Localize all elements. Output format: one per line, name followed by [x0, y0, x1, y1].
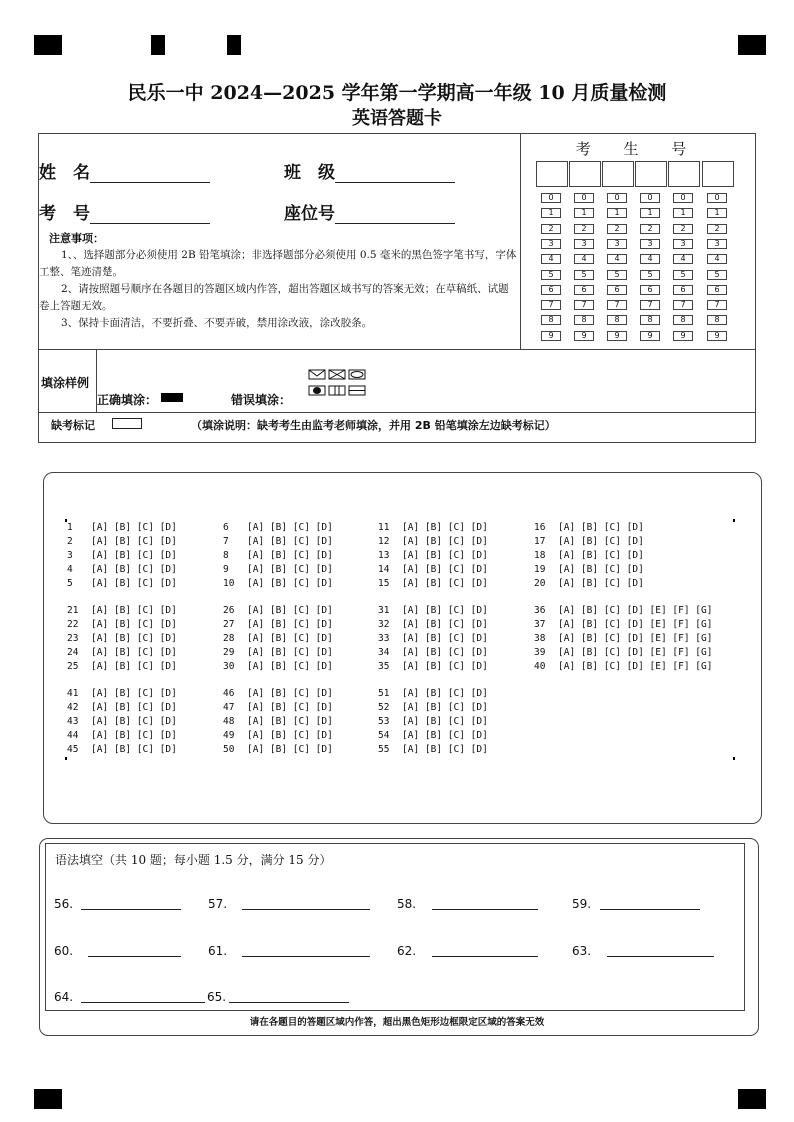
answer-line-65[interactable]: [229, 1002, 349, 1003]
digit-bubble[interactable]: 3: [673, 239, 693, 249]
digit-bubble[interactable]: 7: [673, 300, 693, 310]
digit-bubble[interactable]: 3: [707, 239, 727, 249]
digit-bubble[interactable]: 9: [541, 331, 561, 341]
correct-fill-sample: [161, 393, 183, 402]
mc-question-row[interactable]: [534, 577, 644, 591]
answer-options[interactable]: [A] [B] [C] [D]: [402, 744, 488, 756]
question-number: 18: [534, 550, 546, 562]
digit-bubble[interactable]: 4: [541, 254, 561, 264]
question-number: 44: [67, 730, 79, 742]
mc-question-row[interactable]: [378, 618, 488, 632]
question-number: 38: [534, 633, 546, 645]
mc-question-row[interactable]: [378, 687, 488, 701]
grammar-question-number: 62.: [397, 944, 417, 958]
digit-bubble[interactable]: 7: [640, 300, 660, 310]
answer-options[interactable]: [A] [B] [C] [D]: [91, 578, 177, 590]
answer-options[interactable]: [A] [B] [C] [D]: [402, 661, 488, 673]
digit-bubble[interactable]: 7: [607, 300, 627, 310]
wrong-fill-label: 错误填涂：: [231, 393, 292, 407]
answer-options[interactable]: [A] [B] [C] [D]: [247, 647, 333, 659]
question-number: 31: [378, 605, 390, 616]
mc-question-row[interactable]: [223, 715, 333, 729]
question-number: 28: [223, 633, 235, 645]
question-number: 20: [534, 578, 546, 590]
question-number: 1: [67, 522, 73, 533]
answer-options[interactable]: [A] [B] [C] [D]: [402, 716, 488, 728]
alignment-tick: [733, 519, 735, 522]
answer-options[interactable]: [A] [B] [C] [D]: [558, 564, 644, 576]
student-info-box: [38, 133, 756, 443]
divider: [520, 134, 521, 349]
question-number: 15: [378, 578, 390, 590]
answer-options[interactable]: [A] [B] [C] [D]: [402, 702, 488, 714]
answer-options[interactable]: [A] [B] [C] [D]: [247, 744, 333, 756]
digit-bubble[interactable]: 0: [640, 193, 660, 203]
exam-number-title: 考 生 号: [575, 140, 701, 158]
answer-options[interactable]: [A] [B] [C] [D]: [402, 633, 488, 645]
answer-options[interactable]: [A] [B] [C] [D]: [247, 564, 333, 576]
answer-options[interactable]: [A] [B] [C] [D]: [402, 550, 488, 562]
digit-bubble[interactable]: 4: [574, 254, 594, 264]
absent-note: （填涂说明：缺考考生由监考老师填涂，并用 2B 铅笔填涂左边缺考标记）: [191, 419, 556, 432]
mc-question-row[interactable]: [534, 604, 712, 618]
mc-question-row[interactable]: [67, 618, 177, 632]
answer-options[interactable]: [A] [B] [C] [D]: [247, 578, 333, 590]
mc-question-row[interactable]: [378, 521, 488, 535]
answer-options[interactable]: [A] [B] [C] [D]: [402, 564, 488, 576]
digit-bubble[interactable]: 8: [640, 315, 660, 325]
answer-options[interactable]: [A] [B] [C] [D]: [558, 522, 644, 533]
answer-options[interactable]: [A] [B] [C] [D] [E] [F] [G]: [558, 661, 713, 673]
grammar-question-number: 58.: [397, 897, 417, 911]
digit-bubble[interactable]: 9: [607, 331, 627, 341]
question-number: 49: [223, 730, 235, 742]
answer-line-61[interactable]: [242, 956, 370, 957]
class-input-line[interactable]: [335, 164, 455, 183]
grammar-question-number: 61.: [208, 944, 228, 958]
mc-question-row[interactable]: [534, 563, 644, 577]
mc-question-row[interactable]: [223, 687, 333, 701]
question-number: 21: [67, 605, 79, 616]
mc-question-row[interactable]: [378, 743, 488, 757]
registration-mark: [34, 35, 62, 55]
mc-question-row[interactable]: [67, 563, 177, 577]
digit-bubble[interactable]: 2: [607, 224, 627, 234]
mc-question-row[interactable]: [223, 618, 333, 632]
exam-no-label: 考 号: [39, 204, 90, 224]
note-item: 3、保持卡面清洁，不要折叠、不要弄破，禁用涂改液，涂改胶条。: [61, 317, 373, 329]
digit-bubble[interactable]: 9: [640, 331, 660, 341]
mc-question-row[interactable]: [67, 521, 177, 535]
class-label: 班 级: [284, 163, 335, 183]
answer-options[interactable]: [A] [B] [C] [D]: [402, 522, 488, 533]
mc-question-row[interactable]: [378, 632, 488, 646]
question-number: 45: [67, 744, 79, 756]
question-number: 29: [223, 647, 235, 659]
seat-input-line[interactable]: [335, 205, 455, 224]
exam-number-digit-box[interactable]: [702, 161, 734, 187]
exam-number-digit-box[interactable]: [569, 161, 601, 187]
answer-options[interactable]: [A] [B] [C] [D]: [91, 564, 177, 576]
question-number: 19: [534, 564, 546, 576]
question-number: 30: [223, 661, 235, 673]
question-number: 17: [534, 536, 546, 548]
fill-sample-label: 填涂样例: [41, 376, 90, 390]
mc-question-row[interactable]: [534, 646, 712, 660]
mc-question-row[interactable]: [223, 729, 333, 743]
answer-options[interactable]: [A] [B] [C] [D]: [91, 730, 177, 742]
digit-bubble[interactable]: 6: [541, 285, 561, 295]
question-number: 53: [378, 716, 390, 728]
answer-options[interactable]: [A] [B] [C] [D]: [247, 633, 333, 645]
grammar-title: 语法填空（共 10 题；每小题 1.5 分，满分 15 分）: [55, 853, 332, 867]
answer-line-57[interactable]: [242, 909, 370, 910]
mc-question-row[interactable]: [223, 549, 333, 563]
question-number: 48: [223, 716, 235, 728]
answer-options[interactable]: [A] [B] [C] [D]: [247, 716, 333, 728]
mc-question-row[interactable]: [67, 715, 177, 729]
digit-bubble[interactable]: 7: [574, 300, 594, 310]
alignment-tick: [65, 757, 67, 760]
question-number: 22: [67, 619, 79, 631]
question-number: 43: [67, 716, 79, 728]
digit-bubble[interactable]: 3: [607, 239, 627, 249]
question-number: 2: [67, 536, 73, 548]
mc-question-row[interactable]: [534, 549, 644, 563]
answer-options[interactable]: [A] [B] [C] [D]: [91, 550, 177, 562]
question-number: 26: [223, 605, 235, 616]
question-number: 11: [378, 522, 390, 533]
mc-question-row[interactable]: [67, 660, 177, 674]
answer-options[interactable]: [A] [B] [C] [D] [E] [F] [G]: [558, 619, 713, 631]
digit-bubble[interactable]: 4: [607, 254, 627, 264]
grammar-question-number: 57.: [208, 897, 228, 911]
digit-bubble[interactable]: 4: [640, 254, 660, 264]
question-number: 34: [378, 647, 390, 659]
wrong-fill-samples-icon: [307, 368, 369, 398]
answer-options[interactable]: [A] [B] [C] [D]: [91, 647, 177, 659]
mc-question-row[interactable]: [223, 632, 333, 646]
question-number: 41: [67, 688, 79, 699]
answer-options[interactable]: [A] [B] [C] [D]: [247, 605, 333, 616]
answer-line-59[interactable]: [600, 909, 700, 910]
question-number: 42: [67, 702, 79, 714]
answer-options[interactable]: [A] [B] [C] [D]: [247, 730, 333, 742]
mc-question-row[interactable]: [534, 521, 644, 535]
question-number: 52: [378, 702, 390, 714]
digit-bubble[interactable]: 0: [541, 193, 561, 203]
mc-question-row[interactable]: [67, 743, 177, 757]
digit-bubble[interactable]: 0: [574, 193, 594, 203]
footer-note: 请在各题目的答题区域内作答，超出黑色矩形边框限定区域的答案无效: [249, 1017, 545, 1028]
answer-options[interactable]: [A] [B] [C] [D]: [558, 550, 644, 562]
answer-options[interactable]: [A] [B] [C] [D]: [558, 536, 644, 548]
answer-line-63[interactable]: [607, 956, 714, 957]
answer-options[interactable]: [A] [B] [C] [D]: [91, 522, 177, 533]
grammar-question-number: 59.: [572, 897, 592, 911]
correct-fill-label: 正确填涂：: [97, 393, 158, 407]
digit-bubble[interactable]: 1: [574, 208, 594, 218]
mc-question-row[interactable]: [378, 535, 488, 549]
exam-number-digit-box[interactable]: [668, 161, 700, 187]
answer-options[interactable]: [A] [B] [C] [D]: [91, 661, 177, 673]
answer-line-62[interactable]: [432, 956, 538, 957]
registration-mark: [34, 1089, 62, 1109]
digit-bubble[interactable]: 3: [640, 239, 660, 249]
question-number: 54: [378, 730, 390, 742]
question-number: 16: [534, 522, 546, 533]
mc-question-row[interactable]: [534, 618, 712, 632]
digit-bubble[interactable]: 2: [640, 224, 660, 234]
absent-label: 缺考标记: [51, 419, 95, 432]
mc-question-row[interactable]: [67, 646, 177, 660]
question-number: 24: [67, 647, 79, 659]
digit-bubble[interactable]: 6: [673, 285, 693, 295]
question-number: 12: [378, 536, 390, 548]
question-number: 5: [67, 578, 73, 590]
question-number: 13: [378, 550, 390, 562]
answer-options[interactable]: [A] [B] [C] [D]: [402, 536, 488, 548]
class-field[interactable]: [284, 158, 455, 183]
divider: [39, 349, 755, 350]
digit-bubble[interactable]: 6: [707, 285, 727, 295]
question-number: 4: [67, 564, 73, 576]
answer-options[interactable]: [A] [B] [C] [D]: [402, 619, 488, 631]
question-number: 55: [378, 744, 390, 756]
alignment-tick: [733, 757, 735, 760]
answer-options[interactable]: [A] [B] [C] [D]: [402, 688, 488, 699]
answer-options[interactable]: [A] [B] [C] [D] [E] [F] [G]: [558, 633, 713, 645]
answer-options[interactable]: [A] [B] [C] [D]: [91, 702, 177, 714]
mc-question-row[interactable]: [223, 646, 333, 660]
mc-question-row[interactable]: [67, 604, 177, 618]
mc-question-row[interactable]: [378, 660, 488, 674]
answer-options[interactable]: [A] [B] [C] [D]: [91, 744, 177, 756]
digit-bubble[interactable]: 0: [607, 193, 627, 203]
mc-question-row[interactable]: [378, 604, 488, 618]
digit-bubble[interactable]: 0: [673, 193, 693, 203]
digit-bubble[interactable]: 3: [541, 239, 561, 249]
note-item: 2、请按照题号顺序在各题目的答题区域内作答，超出答题区域书写的答案无效；在草稿纸、试题卷上答题无效。: [39, 283, 509, 312]
digit-bubble[interactable]: 6: [640, 285, 660, 295]
question-number: 47: [223, 702, 235, 714]
mc-question-row[interactable]: [378, 715, 488, 729]
digit-bubble[interactable]: 9: [673, 331, 693, 341]
exam-number-digit-box[interactable]: [602, 161, 634, 187]
question-number: 32: [378, 619, 390, 631]
question-number: 10: [223, 578, 235, 590]
question-number: 23: [67, 633, 79, 645]
digit-bubble[interactable]: 5: [541, 270, 561, 280]
question-number: 7: [223, 536, 229, 548]
answer-line-56[interactable]: [81, 909, 181, 910]
grammar-question-number: 65.: [207, 990, 227, 1004]
name-label: 姓 名: [39, 163, 90, 183]
answer-options[interactable]: [A] [B] [C] [D]: [402, 578, 488, 590]
mc-question-row[interactable]: [67, 729, 177, 743]
mc-question-row[interactable]: [378, 701, 488, 715]
question-number: 25: [67, 661, 79, 673]
answer-options[interactable]: [A] [B] [C] [D]: [247, 619, 333, 631]
answer-options[interactable]: [A] [B] [C] [D]: [402, 605, 488, 616]
answer-line-58[interactable]: [432, 909, 538, 910]
digit-bubble[interactable]: 5: [640, 270, 660, 280]
mc-question-row[interactable]: [67, 632, 177, 646]
digit-bubble[interactable]: 1: [673, 208, 693, 218]
digit-bubble[interactable]: 9: [707, 331, 727, 341]
answer-options[interactable]: [A] [B] [C] [D]: [91, 716, 177, 728]
digit-bubble[interactable]: 1: [707, 208, 727, 218]
notes-title: 注意事项：: [49, 232, 104, 245]
exam-no-input-line[interactable]: [90, 205, 210, 224]
notes-section: [39, 230, 517, 332]
mc-question-row[interactable]: [534, 660, 712, 674]
answer-options[interactable]: [A] [B] [C] [D]: [91, 619, 177, 631]
mc-question-row[interactable]: [67, 535, 177, 549]
question-number: 3: [67, 550, 73, 562]
digit-bubble[interactable]: 8: [707, 315, 727, 325]
digit-bubble[interactable]: 2: [541, 224, 561, 234]
digit-bubble[interactable]: 7: [541, 300, 561, 310]
digit-bubble[interactable]: 0: [707, 193, 727, 203]
answer-options[interactable]: [A] [B] [C] [D]: [247, 522, 333, 533]
answer-options[interactable]: [A] [B] [C] [D] [E] [F] [G]: [558, 605, 713, 616]
answer-options[interactable]: [A] [B] [C] [D]: [247, 688, 333, 699]
question-number: 8: [223, 550, 229, 562]
digit-bubble[interactable]: 1: [541, 208, 561, 218]
answer-options[interactable]: [A] [B] [C] [D]: [558, 578, 644, 590]
grammar-question-number: 63.: [572, 944, 592, 958]
question-number: 40: [534, 661, 546, 673]
exam-number-digit-box[interactable]: [635, 161, 667, 187]
mc-question-row[interactable]: [378, 549, 488, 563]
grammar-question-number: 60.: [54, 944, 74, 958]
answer-line-64[interactable]: [81, 1002, 205, 1003]
mc-question-row[interactable]: [378, 563, 488, 577]
answer-options[interactable]: [A] [B] [C] [D]: [91, 633, 177, 645]
answer-options[interactable]: [A] [B] [C] [D]: [91, 688, 177, 699]
page-title: 民乐一中 2024—2025 学年第一学期高一年级 10 月质量检测: [127, 82, 667, 104]
answer-line-60[interactable]: [88, 956, 181, 957]
question-number: 6: [223, 522, 229, 533]
mc-question-row[interactable]: [67, 687, 177, 701]
digit-bubble[interactable]: 5: [707, 270, 727, 280]
digit-bubble[interactable]: 2: [574, 224, 594, 234]
digit-bubble[interactable]: 8: [607, 315, 627, 325]
digit-bubble[interactable]: 2: [673, 224, 693, 234]
digit-bubble[interactable]: 7: [707, 300, 727, 310]
mc-question-row[interactable]: [223, 535, 333, 549]
question-number: 39: [534, 647, 546, 659]
seat-field[interactable]: [284, 199, 455, 224]
digit-bubble[interactable]: 4: [673, 254, 693, 264]
registration-mark: [151, 35, 165, 55]
mc-question-row[interactable]: [378, 646, 488, 660]
digit-bubble[interactable]: 5: [607, 270, 627, 280]
grammar-inner-box: [45, 843, 745, 1011]
digit-bubble[interactable]: 5: [574, 270, 594, 280]
question-number: 51: [378, 688, 390, 699]
mc-question-row[interactable]: [223, 701, 333, 715]
grammar-question-number: 64.: [54, 990, 74, 1004]
answer-options[interactable]: [A] [B] [C] [D]: [247, 536, 333, 548]
digit-bubble[interactable]: 4: [707, 254, 727, 264]
mc-question-row[interactable]: [67, 701, 177, 715]
page-subtitle: 英语答题卡: [352, 108, 442, 129]
answer-options[interactable]: [A] [B] [C] [D]: [402, 647, 488, 659]
mc-question-row[interactable]: [378, 729, 488, 743]
answer-options[interactable]: [A] [B] [C] [D]: [247, 661, 333, 673]
question-number: 35: [378, 661, 390, 673]
answer-options[interactable]: [A] [B] [C] [D]: [91, 605, 177, 616]
mc-question-row[interactable]: [67, 549, 177, 563]
mc-question-row[interactable]: [223, 577, 333, 591]
digit-bubble[interactable]: 1: [607, 208, 627, 218]
divider: [39, 412, 755, 413]
mc-question-row[interactable]: [223, 743, 333, 757]
registration-mark: [738, 1089, 766, 1109]
mc-question-row[interactable]: [67, 577, 177, 591]
digit-bubble[interactable]: 6: [574, 285, 594, 295]
answer-options[interactable]: [A] [B] [C] [D]: [247, 702, 333, 714]
digit-bubble[interactable]: 2: [707, 224, 727, 234]
note-item: 1、、选择题部分必须使用 2B 铅笔填涂；非选择题部分必须使用 0.5 毫米的黑色签字笔书写，字体工整、笔迹清楚。: [39, 249, 517, 278]
answer-options[interactable]: [A] [B] [C] [D] [E] [F] [G]: [558, 647, 713, 659]
question-number: 33: [378, 633, 390, 645]
mc-question-row[interactable]: [223, 521, 333, 535]
digit-bubble[interactable]: 8: [574, 315, 594, 325]
answer-options[interactable]: [A] [B] [C] [D]: [402, 730, 488, 742]
name-field[interactable]: [39, 158, 210, 183]
question-number: 36: [534, 605, 546, 616]
question-number: 27: [223, 619, 235, 631]
mc-question-row[interactable]: [534, 632, 712, 646]
seat-label: 座位号: [284, 204, 335, 224]
digit-bubble[interactable]: 1: [640, 208, 660, 218]
exam-no-field[interactable]: [39, 199, 210, 224]
question-number: 50: [223, 744, 235, 756]
mc-question-row[interactable]: [223, 660, 333, 674]
mc-question-row[interactable]: [534, 535, 644, 549]
registration-mark: [227, 35, 241, 55]
grammar-question-number: 56.: [54, 897, 74, 911]
digit-bubble[interactable]: 5: [673, 270, 693, 280]
question-number: 46: [223, 688, 235, 699]
digit-bubble[interactable]: 9: [574, 331, 594, 341]
absent-checkbox[interactable]: [112, 418, 142, 429]
mc-question-row[interactable]: [223, 563, 333, 577]
name-input-line[interactable]: [90, 164, 210, 183]
registration-mark: [738, 35, 766, 55]
answer-options[interactable]: [A] [B] [C] [D]: [247, 550, 333, 562]
digit-bubble[interactable]: 8: [541, 315, 561, 325]
mc-question-row[interactable]: [378, 577, 488, 591]
digit-bubble[interactable]: 8: [673, 315, 693, 325]
question-number: 14: [378, 564, 390, 576]
answer-options[interactable]: [A] [B] [C] [D]: [91, 536, 177, 548]
question-number: 37: [534, 619, 546, 631]
exam-number-digit-box[interactable]: [536, 161, 568, 187]
digit-bubble[interactable]: 6: [607, 285, 627, 295]
question-number: 9: [223, 564, 229, 576]
mc-question-row[interactable]: [223, 604, 333, 618]
digit-bubble[interactable]: 3: [574, 239, 594, 249]
